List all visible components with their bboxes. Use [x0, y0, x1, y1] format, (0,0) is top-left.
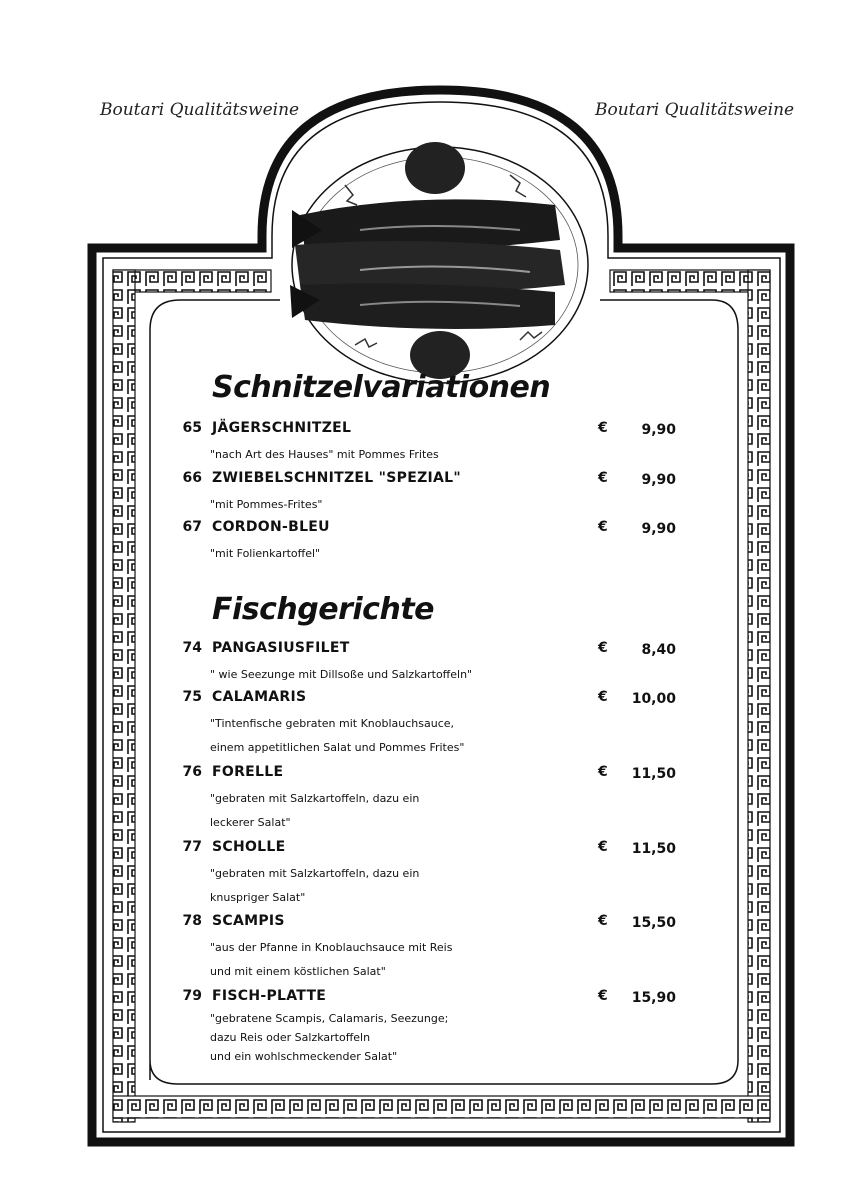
item-number: 74	[182, 640, 202, 656]
item-description: und ein wohlschmeckender Salat"	[210, 1050, 398, 1063]
meander-border-top-left	[113, 270, 271, 292]
item-number: 77	[182, 839, 202, 855]
item-name: FORELLE	[212, 764, 284, 780]
item-description: "mit Pommes-Frites"	[210, 498, 323, 511]
item-number: 65	[182, 420, 202, 436]
item-number: 75	[182, 689, 202, 705]
item-description: "nach Art des Hauses" mit Pommes Frites	[210, 448, 439, 461]
item-description: "gebratene Scampis, Calamaris, Seezunge;	[210, 1012, 449, 1025]
item-description: und mit einem köstlichen Salat"	[210, 965, 386, 978]
item-name: PANGASIUSFILET	[212, 640, 350, 656]
item-currency: €	[598, 764, 608, 780]
item-description: "mit Folienkartoffel"	[210, 547, 321, 560]
item-description: " wie Seezunge mit Dillsoße und Salzkartoffeln"	[210, 668, 473, 681]
item-price: 11,50	[631, 766, 676, 782]
meander-border-left	[113, 270, 135, 1122]
item-name: SCHOLLE	[212, 839, 286, 855]
item-price: 8,40	[641, 642, 676, 658]
item-price: 9,90	[641, 472, 676, 488]
item-price: 10,00	[631, 691, 676, 707]
item-number: 76	[182, 764, 202, 780]
item-description: "gebraten mit Salzkartoffeln, dazu ein	[210, 792, 420, 805]
item-description: "aus der Pfanne in Knoblauchsauce mit Reis	[210, 941, 453, 954]
item-name: ZWIEBELSCHNITZEL "SPEZIAL"	[212, 470, 461, 486]
item-description: leckerer Salat"	[210, 816, 291, 829]
item-price: 9,90	[641, 422, 676, 438]
item-name: CORDON-BLEU	[212, 519, 330, 535]
item-name: FISCH-PLATTE	[212, 988, 327, 1004]
item-currency: €	[598, 988, 608, 1004]
item-currency: €	[598, 689, 608, 705]
header-right-text: Boutari Qualitätsweine	[595, 100, 795, 120]
item-number: 66	[182, 470, 202, 486]
item-price: 15,90	[631, 990, 676, 1006]
item-price: 11,50	[631, 841, 676, 857]
item-currency: €	[598, 913, 608, 929]
item-currency: €	[598, 640, 608, 656]
meander-border-bottom	[113, 1096, 770, 1118]
item-description: dazu Reis oder Salzkartoffeln	[210, 1031, 371, 1044]
item-number: 78	[182, 913, 202, 929]
fish-plate-illustration	[290, 142, 588, 383]
item-number: 67	[182, 519, 202, 535]
item-name: SCAMPIS	[212, 913, 285, 929]
item-description: "Tintenfische gebraten mit Knoblauchsauce,	[210, 717, 455, 730]
item-number: 79	[182, 988, 202, 1004]
item-description: "gebraten mit Salzkartoffeln, dazu ein	[210, 867, 420, 880]
section-title-fisch: Fischgerichte	[212, 592, 435, 627]
meander-border-right	[748, 270, 770, 1122]
item-currency: €	[598, 470, 608, 486]
item-description: knuspriger Salat"	[210, 891, 306, 904]
item-description: einem appetitlichen Salat und Pommes Frites"	[210, 741, 465, 754]
header-left-text: Boutari Qualitätsweine	[100, 100, 300, 120]
item-name: JÄGERSCHNITZEL	[212, 420, 352, 436]
item-currency: €	[598, 420, 608, 436]
item-price: 15,50	[631, 915, 676, 931]
item-name: CALAMARIS	[212, 689, 307, 705]
meander-border-top-right	[610, 270, 770, 292]
item-currency: €	[598, 839, 608, 855]
item-price: 9,90	[641, 521, 676, 537]
section-title-schnitzel: Schnitzelvariationen	[212, 370, 551, 405]
item-currency: €	[598, 519, 608, 535]
